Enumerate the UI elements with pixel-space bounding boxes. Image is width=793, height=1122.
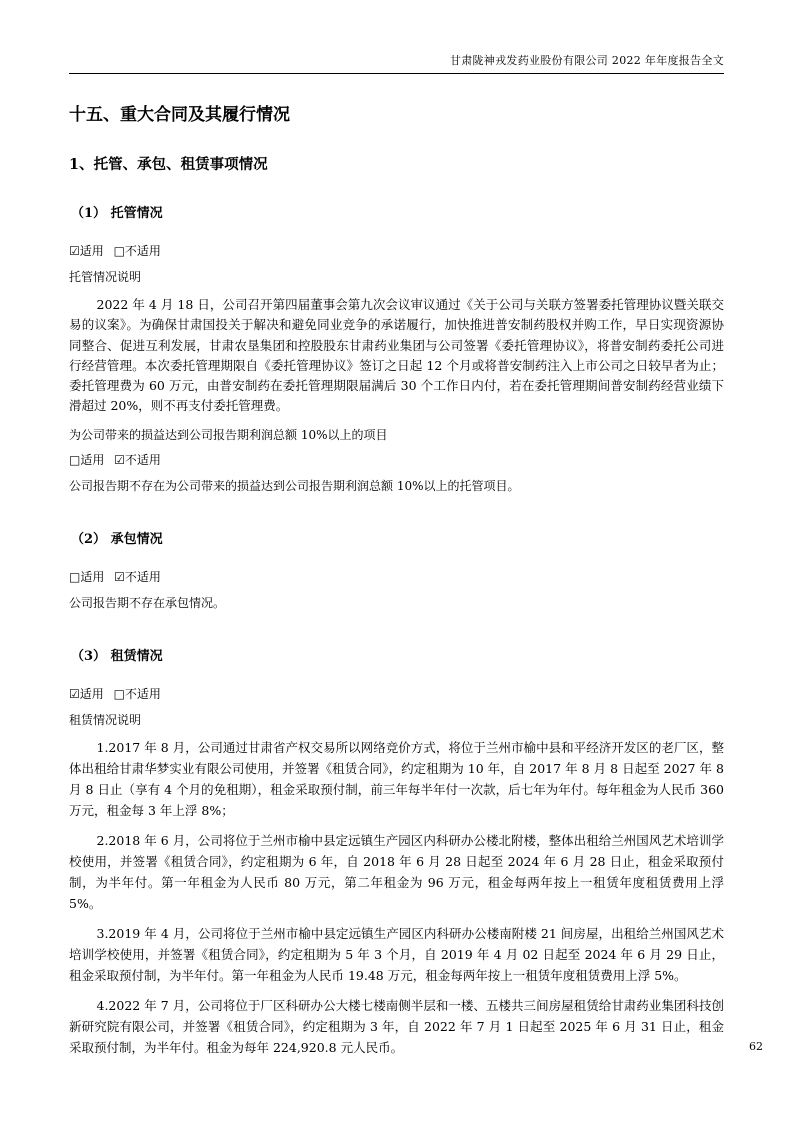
chapter-title: 十五、重大合同及其履行情况	[69, 105, 290, 125]
custody-profit-applicable-checkbox: □适用	[69, 452, 105, 467]
subsection-title-custody: （1） 托管情况	[71, 206, 163, 221]
contracting-applicable-checkbox: □适用	[69, 569, 105, 584]
custody-applicable-checkbox-checked: ☑适用	[69, 244, 104, 258]
section-title-trusteeship: 1、托管、承包、租赁事项情况	[69, 156, 268, 173]
leasing-not-applicable-checkbox: □不适用	[113, 686, 161, 701]
custody-profit-note: 公司报告期不存在为公司带来的损益达到公司报告期利润总额 10%以上的托管项目。	[69, 478, 520, 493]
leasing-applicability-row	[69, 685, 724, 702]
custody-profit-applicability-row	[69, 451, 724, 468]
leasing-paragraph-2: 2.2018 年 6 月，公司将位于兰州市榆中县定远镇生产园区内科研办公楼北附楼，整体出租给兰州国风艺术培训学校使用，并签署《租赁合同》，约定租期为 6 年，自 2018 年 6 月 28 日起至 2024 年 6 月 28 日止，租金采取预付制，为半年付。第一年租金为人民币 80 万元，第二年租金为 96 万元，租金每两年按上一租赁年度租赁费用上浮 5%。	[69, 832, 724, 911]
custody-profit-not-applicable-checkbox-checked: ☑不适用	[114, 452, 161, 467]
custody-note-label: 托管情况说明	[69, 270, 142, 284]
leasing-applicable-checkbox-checked: ☑适用	[69, 686, 104, 701]
custody-applicability-row	[69, 242, 724, 259]
page-header	[0, 0, 793, 74]
contracting-applicability-row	[69, 568, 724, 585]
subsection-title-contracting: （2） 承包情况	[71, 531, 163, 547]
report-title: 甘肃陇神戎发药业股份有限公司 2022 年年度报告全文	[449, 54, 724, 67]
contracting-note: 公司报告期不存在承包情况。	[69, 595, 226, 610]
page-content	[0, 100, 793, 1058]
subsection-title-leasing: （3） 租赁情况	[71, 648, 163, 664]
header-rule	[69, 73, 724, 74]
page-number: 62	[749, 1040, 763, 1053]
custody-paragraph: 2022 年 4 月 18 日，公司召开第四届董事会第九次会议审议通过《关于公司与关联方签署委托管理协议暨关联交易的议案》。为确保甘肃国投关于解决和避免同业竞争的承诺履行，加快推进普安制药股权并购工作，早日实现资源协同整合、促进互利发展，甘肃农垦集团和控股股东甘肃药业集团与公司签署《委托管理协议》，将普安制药委托公司进行经营管理。本次委托管理期限自《委托管理协议》签订之日起 12 个月或将普安制药注入上市公司之日较早者为止；委托管理费为 60 万元，由普安制药在委托管理期限届满后 30 个工作日内付，若在委托管理期间普安制药经营业绩下滑超过 20%，则不再支付委托管理费。	[69, 297, 724, 414]
leasing-paragraph-1: 1.2017 年 8 月，公司通过甘肃省产权交易所以网络竞价方式，将位于兰州市榆中县和平经济开发区的老厂区，整体出租给甘肃华梦实业有限公司使用，并签署《租赁合同》，约定租期为 10 年，自 2017 年 8 月 8 日起至 2027 年 8 月 8 日止（享有 4 个月的免租期），租金采取预付制，前三年每半年付一次款，后七年为年付。每年租金为人民币 360 万元，租金每 3 年上浮 8%；	[69, 739, 724, 818]
leasing-paragraph-3: 3.2019 年 4 月，公司将位于兰州市榆中县定远镇生产园区内科研办公楼南附楼 21 间房屋，出租给兰州国风艺术培训学校使用，并签署《租赁合同》，约定租期为 5 年 3 个月，自 2019 年 4 月 02 日起至 2024 年 6 月 29 日止，租金采取预付制，为半年付。第一年租金为人民币 19.48 万元，租金每两年按上一租赁年度租赁费用上浮 5%。	[69, 925, 724, 983]
custody-profit-item-label: 为公司带来的损益达到公司报告期利润总额 10%以上的项目	[69, 427, 388, 442]
contracting-not-applicable-checkbox-checked: ☑不适用	[114, 569, 161, 584]
leasing-note-label: 租赁情况说明	[69, 712, 142, 727]
leasing-paragraph-4: 4.2022 年 7 月，公司将位于厂区科研办公大楼七楼南侧半层和一楼、五楼共三间房屋租赁给甘肃药业集团科技创新研究院有限公司，并签署《租赁合同》，约定租期为 3 年，自 2022 年 7 月 1 日起至 2025 年 6 月 31 日止，租金采取预付制，为半年付。租金为每年 224,920.8 元人民币。	[69, 997, 724, 1055]
custody-not-applicable-checkbox: □不适用	[113, 244, 161, 258]
